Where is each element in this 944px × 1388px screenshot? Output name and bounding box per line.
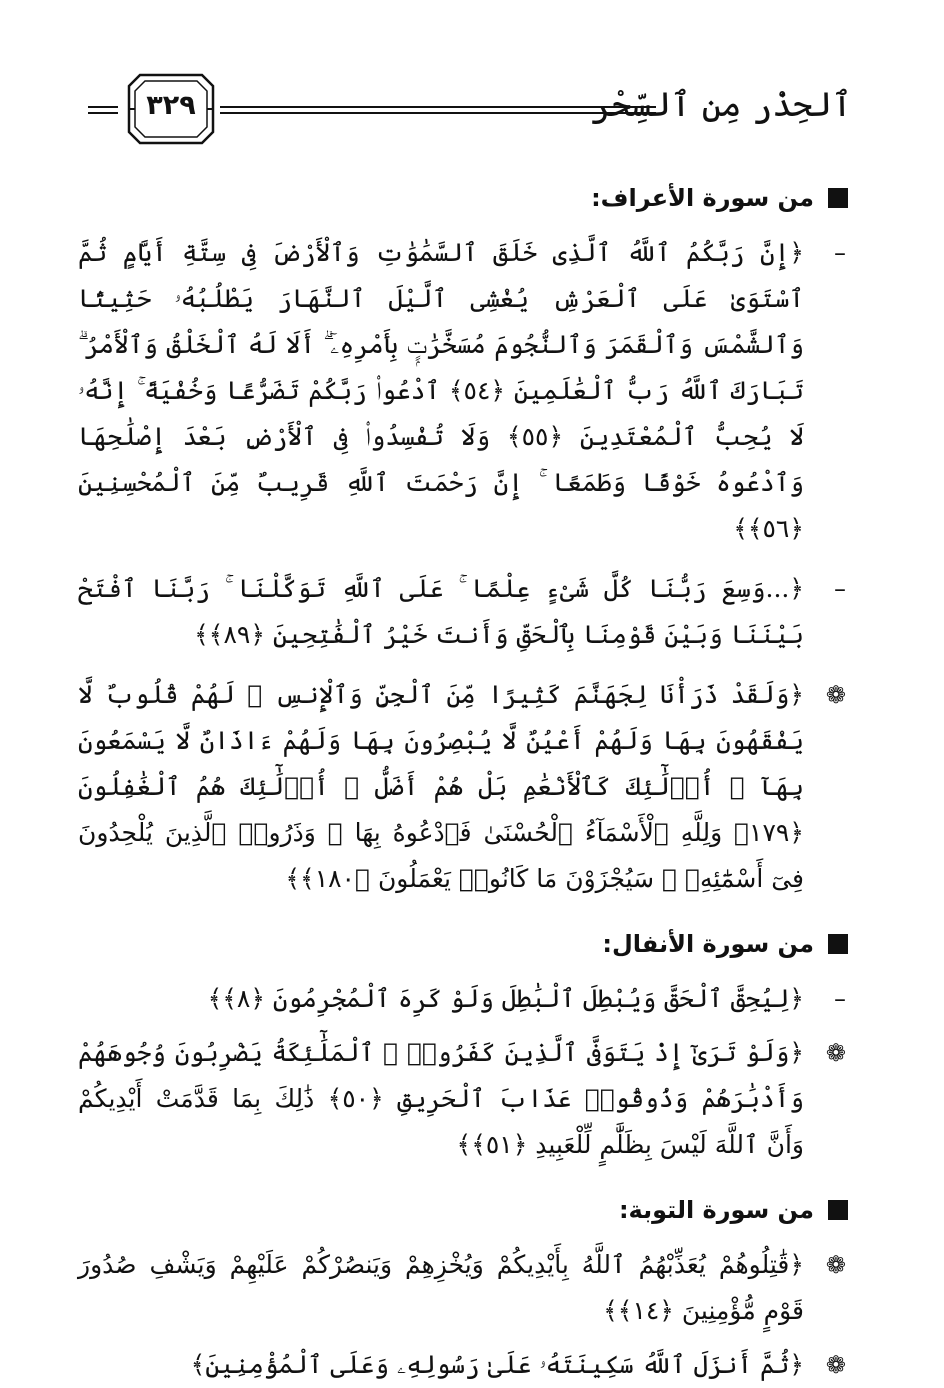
verse-text: ﴿ثُمَّ أَنزَلَ ٱللَّهُ سَكِينَتَهُۥ عَلَىٰ رَسُولِهِۦ وَعَلَى ٱلْمُؤْمِنِينَ﴾ bbox=[190, 1350, 804, 1379]
flower-icon: ❁ bbox=[825, 681, 846, 709]
verse-block bbox=[78, 1342, 848, 1388]
square-bullet-icon bbox=[828, 188, 848, 208]
page-header bbox=[88, 72, 852, 154]
dash-icon: – bbox=[834, 575, 846, 603]
verse-text: ﴿لِيُحِقَّ ٱلْحَقَّ وَيُبْطِلَ ٱلْبَٰطِلَ وَلَوْ كَرِهَ ٱلْمُجْرِمُونَ ﴿٨﴾﴾ bbox=[207, 984, 804, 1013]
verse-block bbox=[78, 672, 848, 902]
verse-block bbox=[78, 1030, 848, 1168]
section-heading-anfal bbox=[78, 924, 848, 964]
dash-icon: – bbox=[834, 985, 846, 1013]
verse-block bbox=[78, 566, 848, 658]
header-rule-short bbox=[88, 106, 118, 114]
verse-text: ﴿إِنَّ رَبَّكُمُ ٱللَّهُ ٱلَّذِى خَلَقَ ٱلسَّمَٰوَٰتِ وَٱلْأَرْضَ فِى سِتَّةِ أَيَّامٍ ثُمَّ ٱسْتَوَىٰ عَلَى ٱلْعَرْشِ يُغْشِى ٱلَّيْلَ ٱلنَّهَارَ يَطْلُبُهُۥ حَثِيثًا وَٱلشَّمْسَ وَٱلْقَمَرَ وَٱلنُّجُومَ مُسَخَّرَٰتٍۭ بِأَمْرِهِۦٓ ۗ أَلَا لَهُ ٱلْخَلْقُ وَٱلْأَمْرُ ۗ تَبَارَكَ ٱللَّهُ رَبُّ ٱلْعَٰلَمِينَ ﴿٥٤﴾ ٱدْعُوا۟ رَبَّكُمْ تَضَرُّعًا وَخُفْيَةً ۚ إِنَّهُۥ لَا يُحِبُّ ٱلْمُعْتَدِينَ ﴿٥٥﴾ وَلَا تُفْسِدُوا۟ فِى ٱلْأَرْضِ بَعْدَ إِصْلَٰحِهَا وَٱدْعُوهُ خَوْفًا وَطَمَعًا ۚ إِنَّ رَحْمَتَ ٱللَّهِ قَرِيبٌ مِّنَ ٱلْمُحْسِنِينَ ﴿٥٦﴾﴾ bbox=[78, 238, 805, 543]
page-number-frame bbox=[126, 72, 216, 146]
section-heading-tawba bbox=[78, 1190, 848, 1230]
flower-icon: ❁ bbox=[825, 1039, 846, 1067]
verse-block bbox=[78, 1242, 848, 1334]
page-number: ٣٢٩ bbox=[146, 90, 196, 121]
section-heading-araf bbox=[78, 178, 848, 218]
verse-text: ﴿وَلَقَدْ ذَرَأْنَا لِجَهَنَّمَ كَثِيرًا مِّنَ ٱلْجِنِّ وَٱلْإِنسِ ۖ لَهُمْ قُلُوبٌ لَّا يَفْقَهُونَ بِهَا وَلَهُمْ أَعْيُنٌ لَّا يُبْصِرُونَ بِهَا وَلَهُمْ ءَاذَانٌ لَّا يَسْمَعُونَ بِهَآ ۚ أُو۟لَٰٓئِكَ كَٱلْأَنْعَٰمِ بَلْ هُمْ أَضَلُّ ۚ أُو۟لَٰٓئِكَ هُمُ ٱلْغَٰفِلُونَ ﴿١٧٩﴾ وَلِلَّهِ ٱلْأَسْمَآءُ ٱلْحُسْنَىٰ فَٱدْعُوهُ بِهَا ۖ وَذَرُوا۟ ٱلَّذِينَ يُلْحِدُونَ فِىٓ أَسْمَٰٓئِهِۦ ۚ سَيُجْزَوْنَ مَا كَانُوا۟ يَعْمَلُونَ ﴿١٨٠﴾﴾ bbox=[78, 680, 804, 893]
square-bullet-icon bbox=[828, 934, 848, 954]
running-title: ٱلحِذْر مِن ٱلسِّحْر bbox=[591, 85, 852, 125]
verse-block bbox=[78, 976, 848, 1022]
verse-text: ﴿وَلَوْ تَرَىٰٓ إِذْ يَتَوَفَّى ٱلَّذِينَ كَفَرُوا۟ ۙ ٱلْمَلَٰٓئِكَةُ يَضْرِبُونَ وُجُوهَهُمْ وَأَدْبَٰرَهُمْ وَذُوقُوا۟ عَذَابَ ٱلْحَرِيقِ ﴿٥٠﴾ ذَٰلِكَ بِمَا قَدَّمَتْ أَيْدِيكُمْ وَأَنَّ ٱللَّهَ لَيْسَ بِظَلَّٰمٍ لِّلْعَبِيدِ ﴿٥١﴾﴾ bbox=[78, 1038, 804, 1159]
section-title: من سورة التوبة: bbox=[618, 1196, 814, 1224]
verse-text: ﴿...وَسِعَ رَبُّنَا كُلَّ شَىْءٍ عِلْمًا ۚ عَلَى ٱللَّهِ تَوَكَّلْنَا ۚ رَبَّنَا ٱفْتَحْ بَيْنَنَا وَبَيْنَ قَوْمِنَا بِٱلْحَقِّ وَأَنتَ خَيْرُ ٱلْفَٰتِحِينَ ﴿٨٩﴾﴾ bbox=[78, 574, 804, 649]
section-title: من سورة الأنفال: bbox=[602, 930, 814, 958]
dash-icon: – bbox=[834, 239, 846, 267]
section-title: من سورة الأعراف: bbox=[591, 184, 814, 212]
verse-block bbox=[78, 230, 848, 552]
verse-text: ﴿قَٰتِلُوهُمْ يُعَذِّبْهُمُ ٱللَّهُ بِأَيْدِيكُمْ وَيُخْزِهِمْ وَيَنصُرْكُمْ عَلَيْهِمْ وَيَشْفِ صُدُورَ قَوْمٍ مُّؤْمِنِينَ ﴿١٤﴾﴾ bbox=[78, 1250, 804, 1325]
header-rule bbox=[220, 106, 656, 114]
square-bullet-icon bbox=[828, 1200, 848, 1220]
page-content bbox=[78, 178, 848, 1388]
flower-icon: ❁ bbox=[825, 1251, 846, 1279]
flower-icon: ❁ bbox=[825, 1351, 846, 1379]
